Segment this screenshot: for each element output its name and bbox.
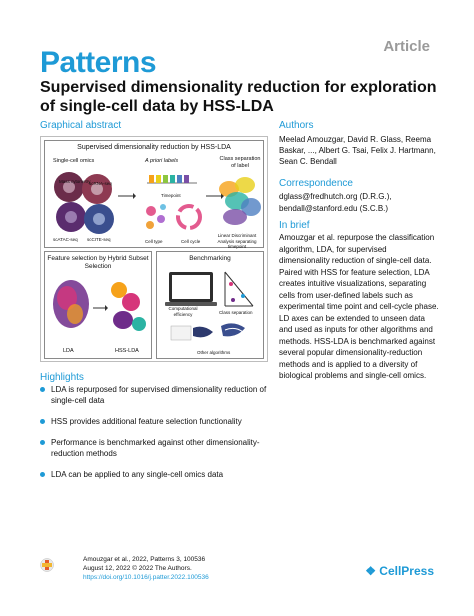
authors-heading: Authors (279, 120, 314, 131)
highlights-heading: Highlights (40, 372, 84, 383)
date-line: August 12, 2022 © 2022 The Authors. (83, 565, 192, 572)
timepoint-label: Timepoint (161, 193, 181, 198)
graphical-abstract (40, 136, 268, 362)
author-list: Meelad Amouzgar, David R. Glass, Reema Baskar, ..., Albert G. Tsai, Felix J. Hartmann, Sean C. Bendall (279, 135, 436, 166)
crossmark-icon[interactable] (40, 558, 54, 572)
highlight-item: HSS provides additional feature selection functionality (40, 416, 280, 427)
ga-title: Supervised dimensionality reduction by HSS-LDA (77, 144, 231, 151)
doi-link[interactable]: https://doi.org/10.1016/j.patter.2022.100536 (83, 574, 209, 581)
hss-lda-label: HSS-LDA (115, 348, 139, 354)
comp-eff-label: Computational efficiency (168, 306, 198, 317)
ga-benchmarking-panel (156, 251, 264, 359)
scrna-label: scRNA-seq (89, 181, 112, 186)
class-sep-label: Class separation of label (219, 156, 261, 169)
ga-top-panel (44, 140, 264, 248)
bullet-icon (40, 419, 45, 424)
lda-vs-hss-figure (49, 274, 149, 344)
highlight-item: LDA is repurposed for supervised dimensionality reduction of single-cell data (40, 384, 280, 406)
bullet-icon (40, 440, 45, 445)
bullet-icon (40, 472, 45, 477)
citation-line: Amouzgar et al., 2022, Patterns 3, 100536 (83, 556, 206, 563)
cellpress-logo (365, 564, 434, 578)
correspondence-emails: dglass@fredhutch.org (D.R.G.), bendall@stanford.edu (S.C.B.) (279, 192, 392, 213)
graphical-abstract-heading: Graphical abstract (40, 120, 122, 131)
article-title: Supervised dimensionality reduction for exploration of single-cell data by HSS-LDA (40, 79, 437, 115)
apriori-label: A priori labels (145, 158, 179, 164)
cellpress-mark-icon: ❖ (365, 564, 376, 578)
bench-title: Benchmarking (189, 255, 231, 262)
ga-feature-selection-panel (44, 251, 152, 359)
article-type-label: Article (383, 38, 430, 55)
omics-label: Single-cell omics (53, 158, 95, 164)
highlight-item: Performance is benchmarked against other dimensionality-reduction methods (40, 437, 280, 459)
lda-label: LDA (63, 348, 74, 354)
highlight-item: LDA can be applied to any single-cell omics data (40, 469, 280, 480)
mass-cytometry-label: Mass cytometry (59, 179, 91, 184)
journal-name: Patterns (40, 46, 157, 79)
in-brief-text: Amouzgar et al. repurpose the classification algorithm, LDA, for supervised dimensionality reduction of single-cell data. Paired with HSS for feature selection, LDA creates intuitive visualizations, separating cells from user-defined labels such as experimental time point and cell-cycle phase. LD axes can be extended to unseen data and used as inputs for other algorithms and methods. HSS-LDA is benchmarked against several popular dimensionality-reduction methods and is applied to a diversity of biological problems and single-cell omics. (279, 233, 439, 380)
citation-footer (83, 555, 209, 582)
lda-scatter-figure (215, 173, 265, 231)
arrow-right-icon (117, 191, 137, 201)
scatac-label: scATAC-seq (53, 237, 78, 242)
other-alg-label: Other algorithms (197, 350, 231, 355)
in-brief-heading: In brief (279, 220, 310, 231)
cell-cycle-label: Cell cycle (181, 239, 201, 244)
class-separation-label: Class separation (219, 310, 253, 315)
scite-label: scCITE-seq (87, 237, 111, 242)
correspondence-heading: Correspondence (279, 178, 353, 189)
cell-type-cycle-figure (141, 201, 205, 237)
lda-sep-label: Linear Discriminant Analysis separating timepoint (217, 233, 257, 249)
bullet-icon (40, 387, 45, 392)
fs-title: Feature selection by Hybrid Subset Selection (47, 255, 149, 270)
highlights-list (40, 384, 280, 490)
cell-type-label: Cell type (145, 239, 163, 244)
publisher-name: CellPress (379, 564, 434, 578)
